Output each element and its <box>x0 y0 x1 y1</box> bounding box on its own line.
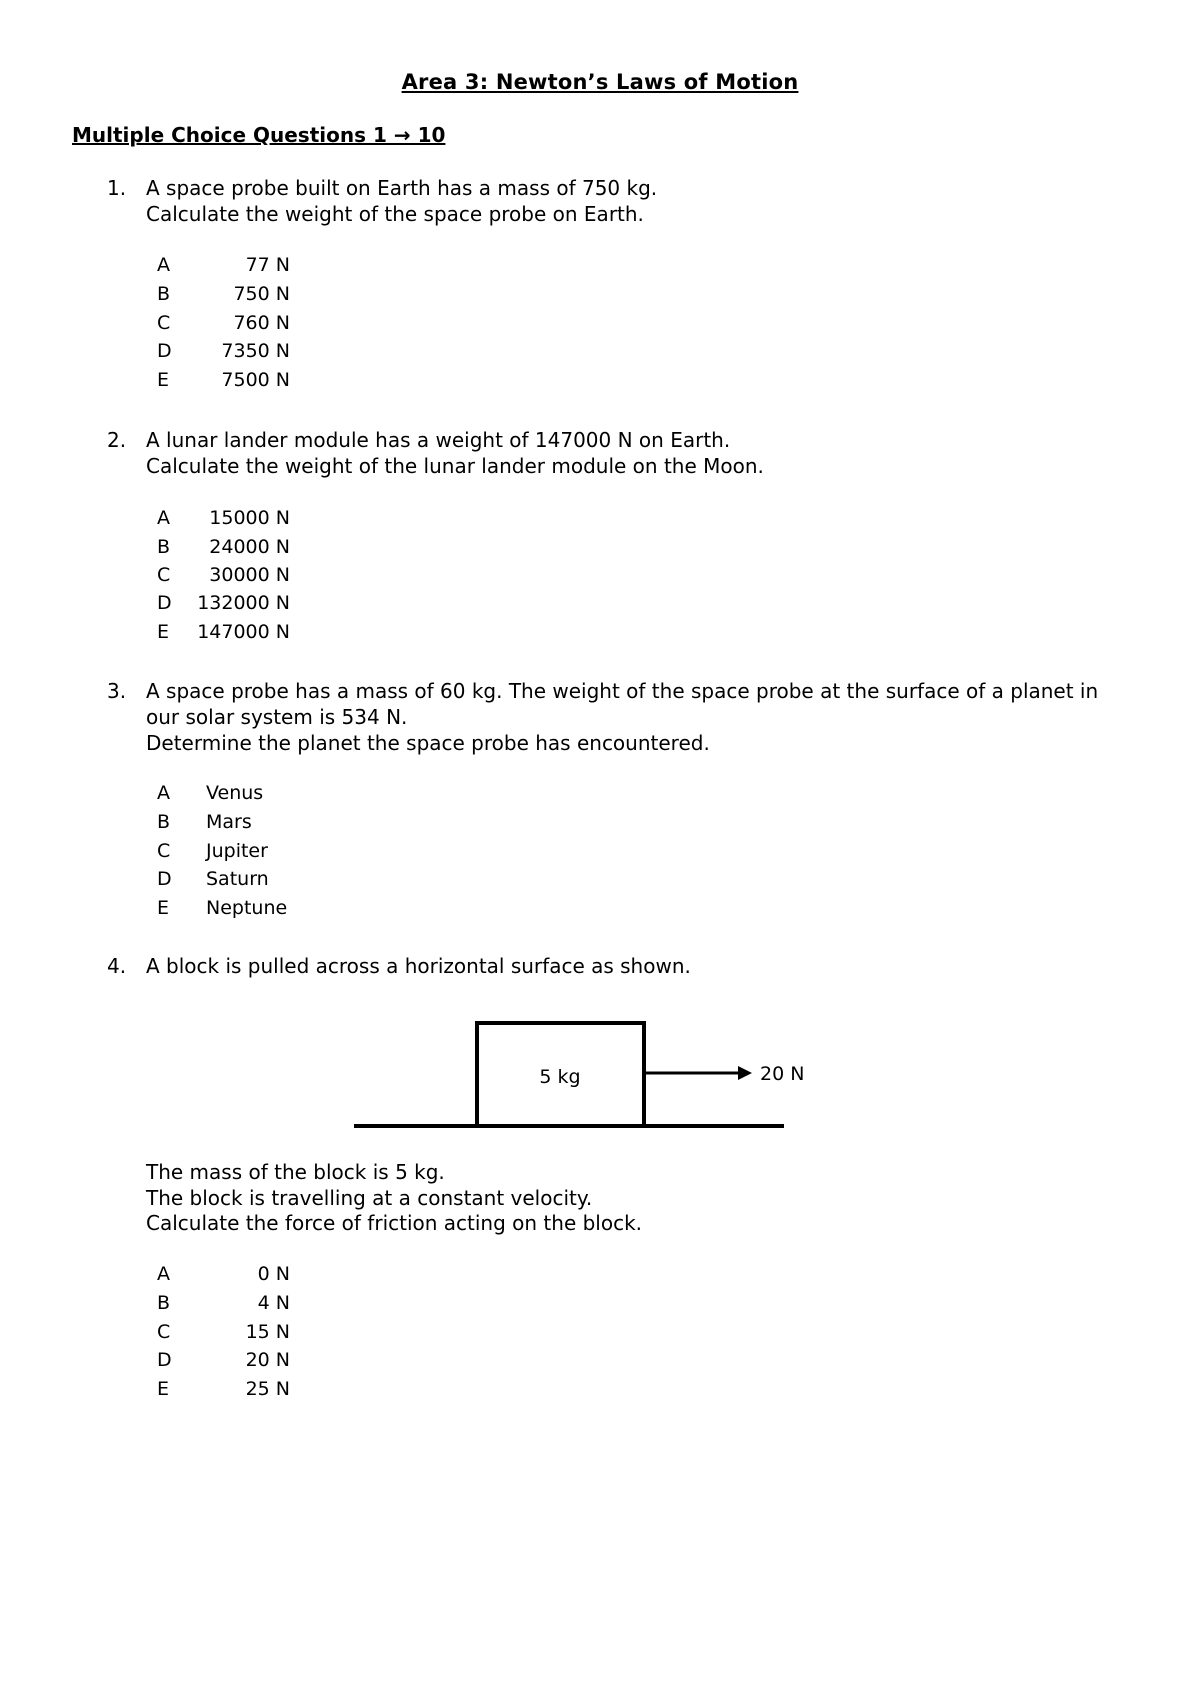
question-1-option-a-value: 77 N <box>245 254 290 276</box>
question-1-number: 1. <box>107 176 127 200</box>
question-4-detail-1: The mass of the block is 5 kg. <box>146 1160 445 1184</box>
question-4-option-b-value: 4 N <box>257 1292 290 1314</box>
question-1-option-b-value: 750 N <box>233 283 290 305</box>
question-1-option-c-value: 760 N <box>233 312 290 334</box>
question-1-option-a-letter: A <box>157 254 170 276</box>
question-4-option-c-letter: C <box>157 1321 171 1343</box>
question-2-option-a-value: 15000 N <box>209 507 290 529</box>
question-4-line-1: A block is pulled across a horizontal surface as shown. <box>146 954 691 978</box>
question-1-line-2: Calculate the weight of the space probe on Earth. <box>146 202 644 226</box>
question-4-option-a-value: 0 N <box>257 1263 290 1285</box>
question-1-option-e-value: 7500 N <box>221 369 290 391</box>
question-2-option-b-value: 24000 N <box>209 536 290 558</box>
question-2-option-b-letter: B <box>157 536 171 558</box>
question-3-option-a-letter: A <box>157 782 170 804</box>
question-2-option-a-letter: A <box>157 507 170 529</box>
question-3-option-e-letter: E <box>157 897 170 919</box>
question-3-option-a-value: Venus <box>206 782 264 804</box>
question-3-option-c-value: Jupiter <box>206 840 268 862</box>
section-heading: Multiple Choice Questions 1 → 10 <box>72 123 446 147</box>
question-3-line-2: our solar system is 534 N. <box>146 705 408 729</box>
question-3-option-e-value: Neptune <box>206 897 288 919</box>
question-2-option-d-letter: D <box>157 592 172 614</box>
question-3-option-b-letter: B <box>157 811 171 833</box>
question-4-option-e-letter: E <box>157 1378 170 1400</box>
question-4-option-d-letter: D <box>157 1349 172 1371</box>
question-3-number: 3. <box>107 679 127 703</box>
question-1-option-d-letter: D <box>157 340 172 362</box>
question-3-option-c-letter: C <box>157 840 171 862</box>
question-3-line-3: Determine the planet the space probe has encountered. <box>146 731 710 755</box>
applied-force-label: 20 N <box>760 1063 805 1085</box>
question-2-option-e-value: 147000 N <box>197 621 290 643</box>
question-4-option-b-letter: B <box>157 1292 171 1314</box>
question-4-number: 4. <box>107 954 127 978</box>
question-1-line-1: A space probe built on Earth has a mass of 750 kg. <box>146 176 658 200</box>
question-2-option-c-value: 30000 N <box>209 564 290 586</box>
question-3-option-d-value: Saturn <box>206 868 269 890</box>
force-arrow-head <box>738 1066 752 1080</box>
question-2-option-d-value: 132000 N <box>197 592 290 614</box>
question-3-option-b-value: Mars <box>206 811 252 833</box>
question-4-option-d-value: 20 N <box>245 1349 290 1371</box>
question-2-number: 2. <box>107 428 127 452</box>
question-4-option-a-letter: A <box>157 1263 170 1285</box>
question-1-option-c-letter: C <box>157 312 171 334</box>
question-2-option-e-letter: E <box>157 621 170 643</box>
question-2-option-c-letter: C <box>157 564 171 586</box>
question-3-line-1: A space probe has a mass of 60 kg. The weight of the space probe at the surface of a planet in <box>146 679 1099 703</box>
block-force-diagram <box>350 1013 830 1133</box>
block-mass-label: 5 kg <box>539 1066 581 1088</box>
page-title: Area 3: Newton’s Laws of Motion <box>401 70 799 94</box>
question-1-option-d-value: 7350 N <box>221 340 290 362</box>
question-1-option-e-letter: E <box>157 369 170 391</box>
question-4-detail-3: Calculate the force of friction acting on the block. <box>146 1211 643 1235</box>
question-2-line-1: A lunar lander module has a weight of 147000 N on Earth. <box>146 428 731 452</box>
question-1-option-b-letter: B <box>157 283 171 305</box>
question-3-option-d-letter: D <box>157 868 172 890</box>
question-4-detail-2: The block is travelling at a constant velocity. <box>146 1186 593 1210</box>
question-4-option-c-value: 15 N <box>245 1321 290 1343</box>
question-4-option-e-value: 25 N <box>245 1378 290 1400</box>
question-2-line-2: Calculate the weight of the lunar lander module on the Moon. <box>146 454 764 478</box>
